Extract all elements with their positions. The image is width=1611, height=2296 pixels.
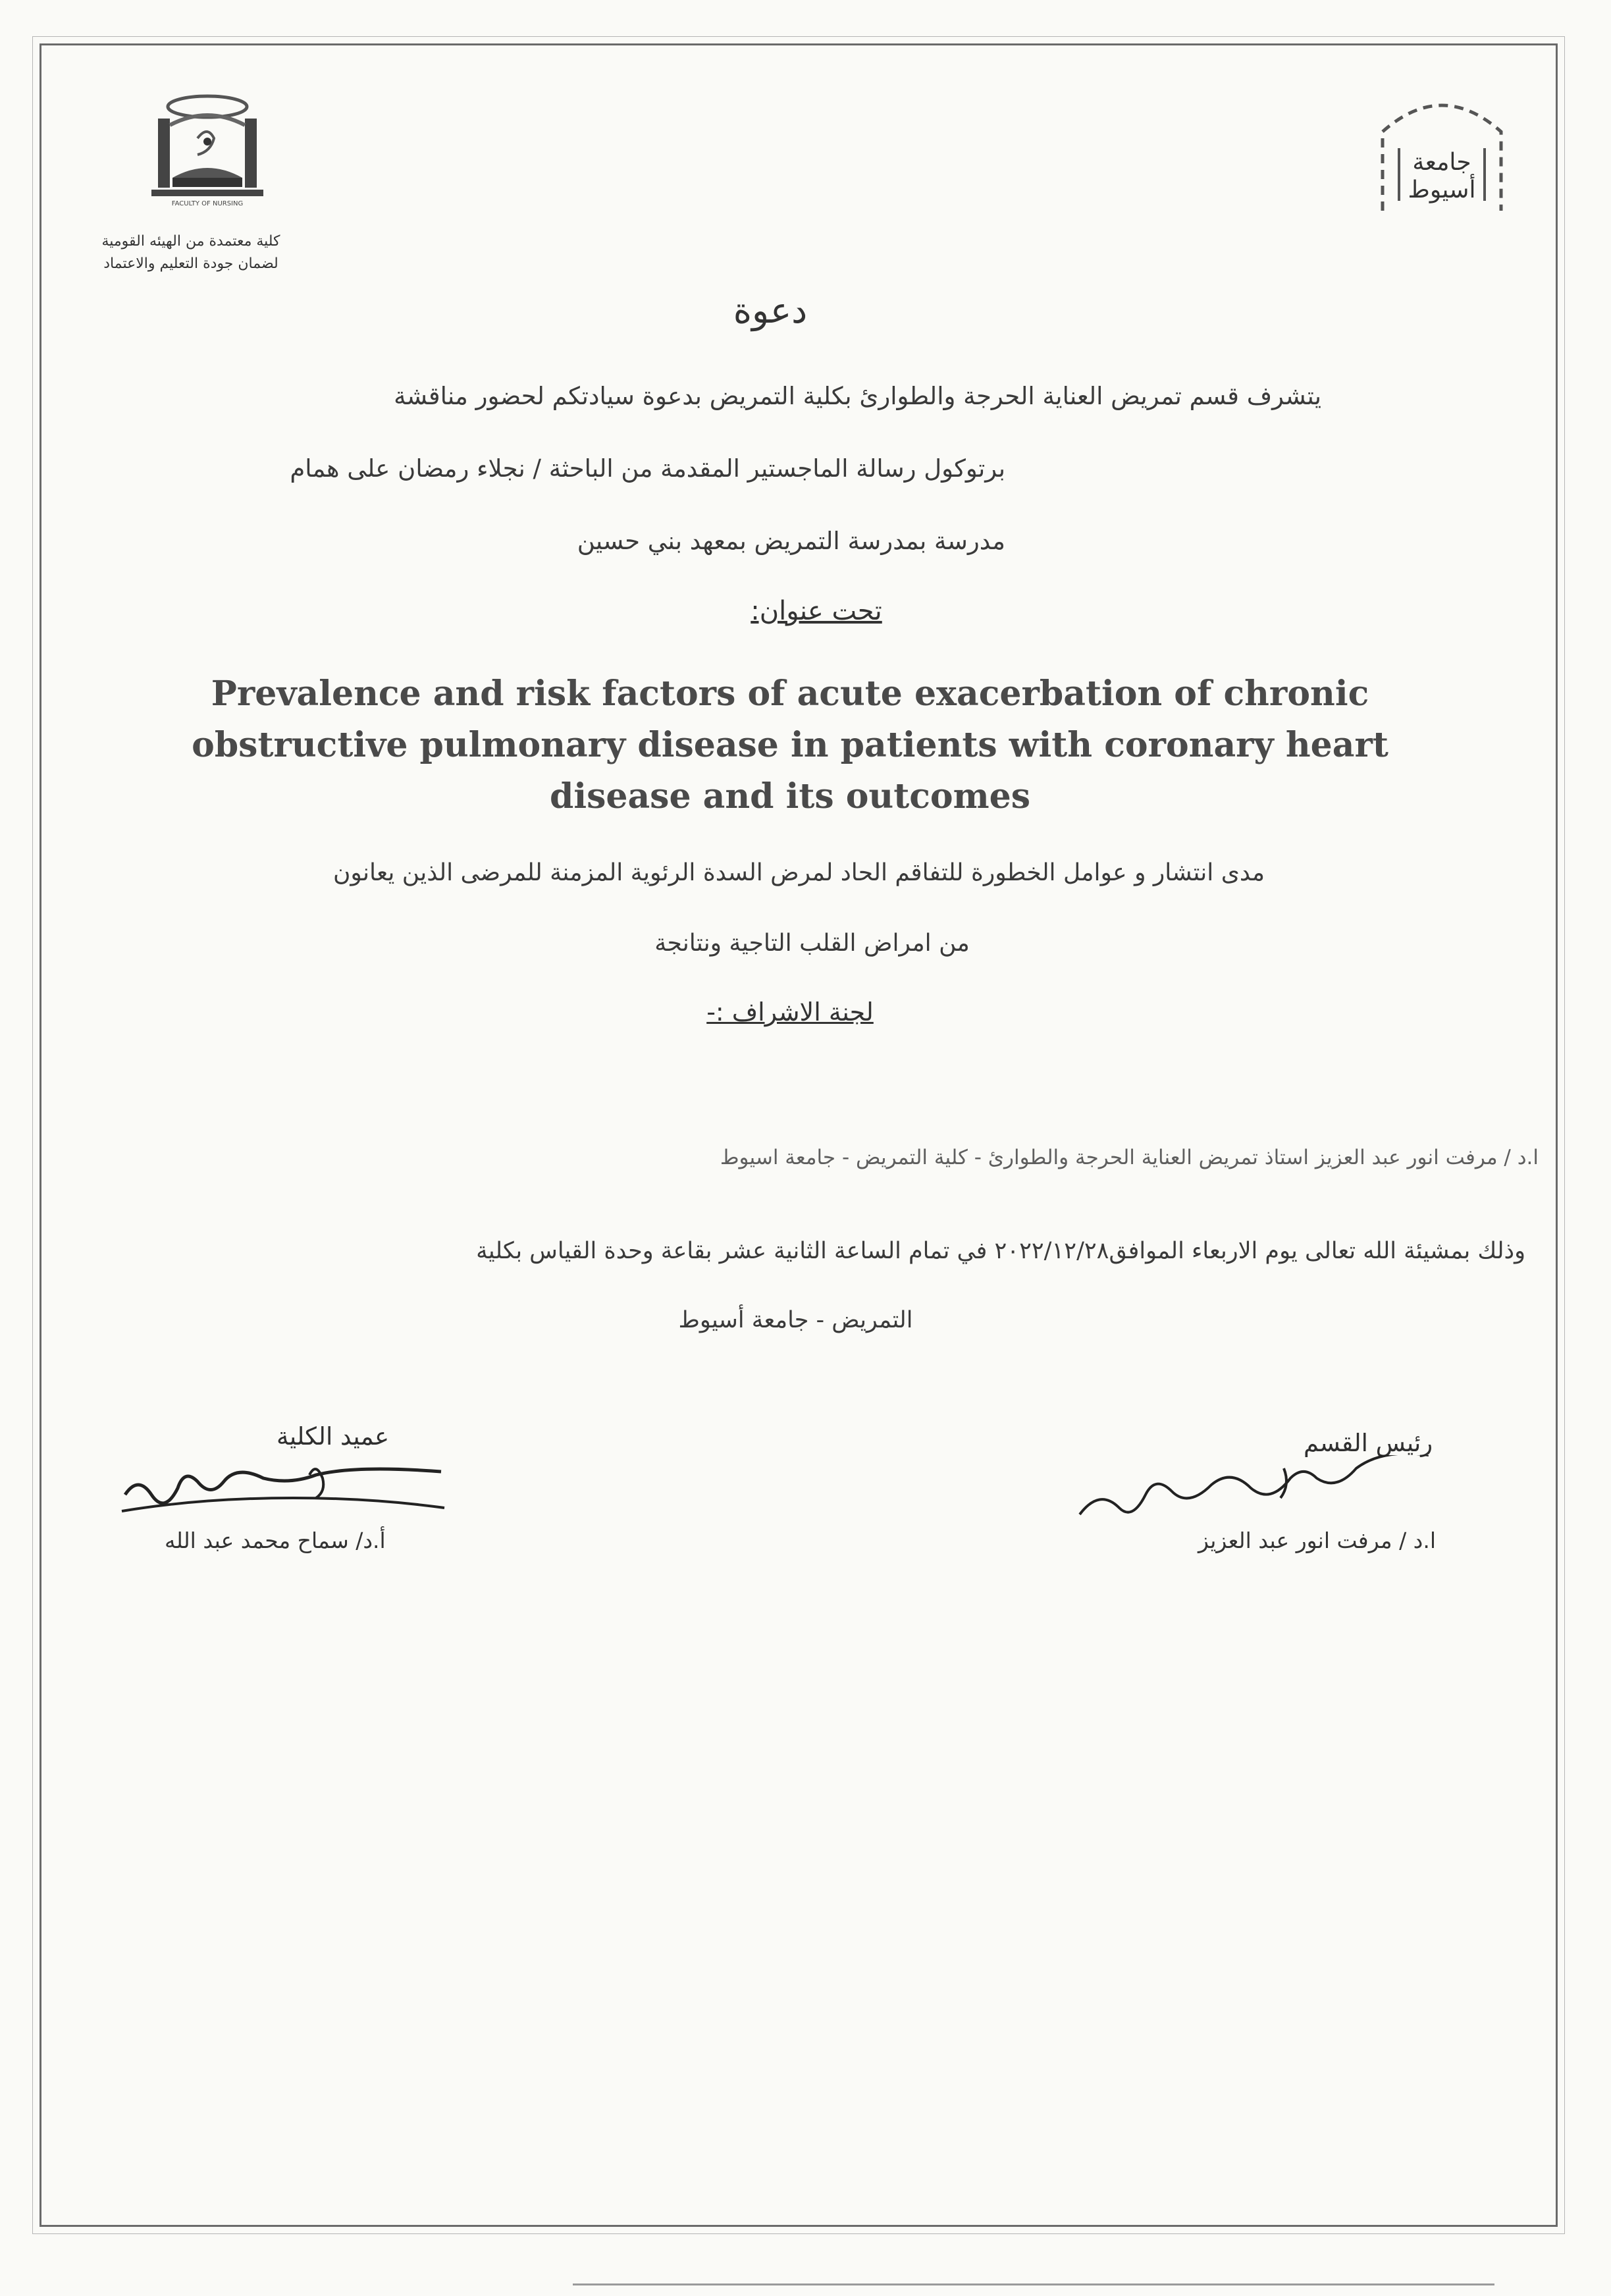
svg-text:جامعة: جامعة [1412, 149, 1471, 176]
page-title: دعوة [733, 290, 808, 331]
thesis-english-title [171, 668, 1409, 822]
dean-name: أ.د/ سماح محمد عبد الله [165, 1528, 386, 1553]
svg-text:أسيوط: أسيوط [1408, 176, 1476, 203]
accreditation-line-1: كلية معتمدة من الهيئه القومية [101, 233, 280, 250]
dean-signature [112, 1449, 454, 1534]
committee-label: لجنة الاشراف :- [706, 998, 874, 1027]
thesis-arabic-line-1: مدى انتشار و عوامل الخطورة للتفاقم الحاد لمرض السدة الرئوية المزمنة للمرضى الذين يعانون [332, 859, 1265, 886]
schedule-datetime-line: وذلك بمشيئة الله تعالى يوم الاربعاء الموافق٢٠٢٢/١٢/٢٨ في تمام الساعة الثانية عشر بقاعة وحدة القياس بكلية [476, 1238, 1525, 1264]
intro-line-1: يتشرف قسم تمريض العناية الحرجة والطوارئ بكلية التمريض بدعوة سيادتكم لحضور مناقشة [394, 382, 1321, 410]
head-name: ا.د / مرفت انور عبد العزيز [1198, 1528, 1437, 1553]
intro-line-2: برتوكول رسالة الماجستير المقدمة من الباحثة / نجلاء رمضان على همام [290, 454, 1005, 483]
assiut-university-logo-icon [1369, 86, 1514, 217]
thesis-arabic-line-2: من امراض القلب التاجية ونتانجة [654, 930, 970, 957]
faculty-emblem-icon [132, 79, 283, 211]
thesis-english-line-3: disease and its outcomes [550, 776, 1030, 816]
thesis-english-line-1: Prevalence and risk factors of acute exacerbation of chronic [211, 674, 1369, 714]
supervisor-line: ا.د / مرفت انور عبد العزيز استاذ تمريض العناية الحرجة والطوارئ - كلية التمريض - جامعة اسيوط [720, 1146, 1539, 1169]
intro-line-3: مدرسة بمدرسة التمريض بمعهد بني حسين [577, 527, 1005, 555]
page-border [40, 43, 1558, 2227]
schedule-place-line: التمريض - جامعة أسيوط [678, 1307, 913, 1333]
accreditation-line-2: لضمان جودة التعليم والاعتماد [103, 255, 278, 272]
subtitle-label: تحت عنوان: [751, 596, 882, 626]
dean-label: عميد الكلية [277, 1422, 390, 1451]
head-label: رئيس القسم [1304, 1429, 1433, 1457]
svg-text:FACULTY OF NURSING: FACULTY OF NURSING [171, 200, 244, 207]
thesis-english-line-2: obstructive pulmonary disease in patients with coronary heart [192, 725, 1388, 765]
accreditation-note [86, 230, 296, 275]
scan-artifact-line [573, 2283, 1494, 2285]
head-signature [1067, 1455, 1435, 1528]
